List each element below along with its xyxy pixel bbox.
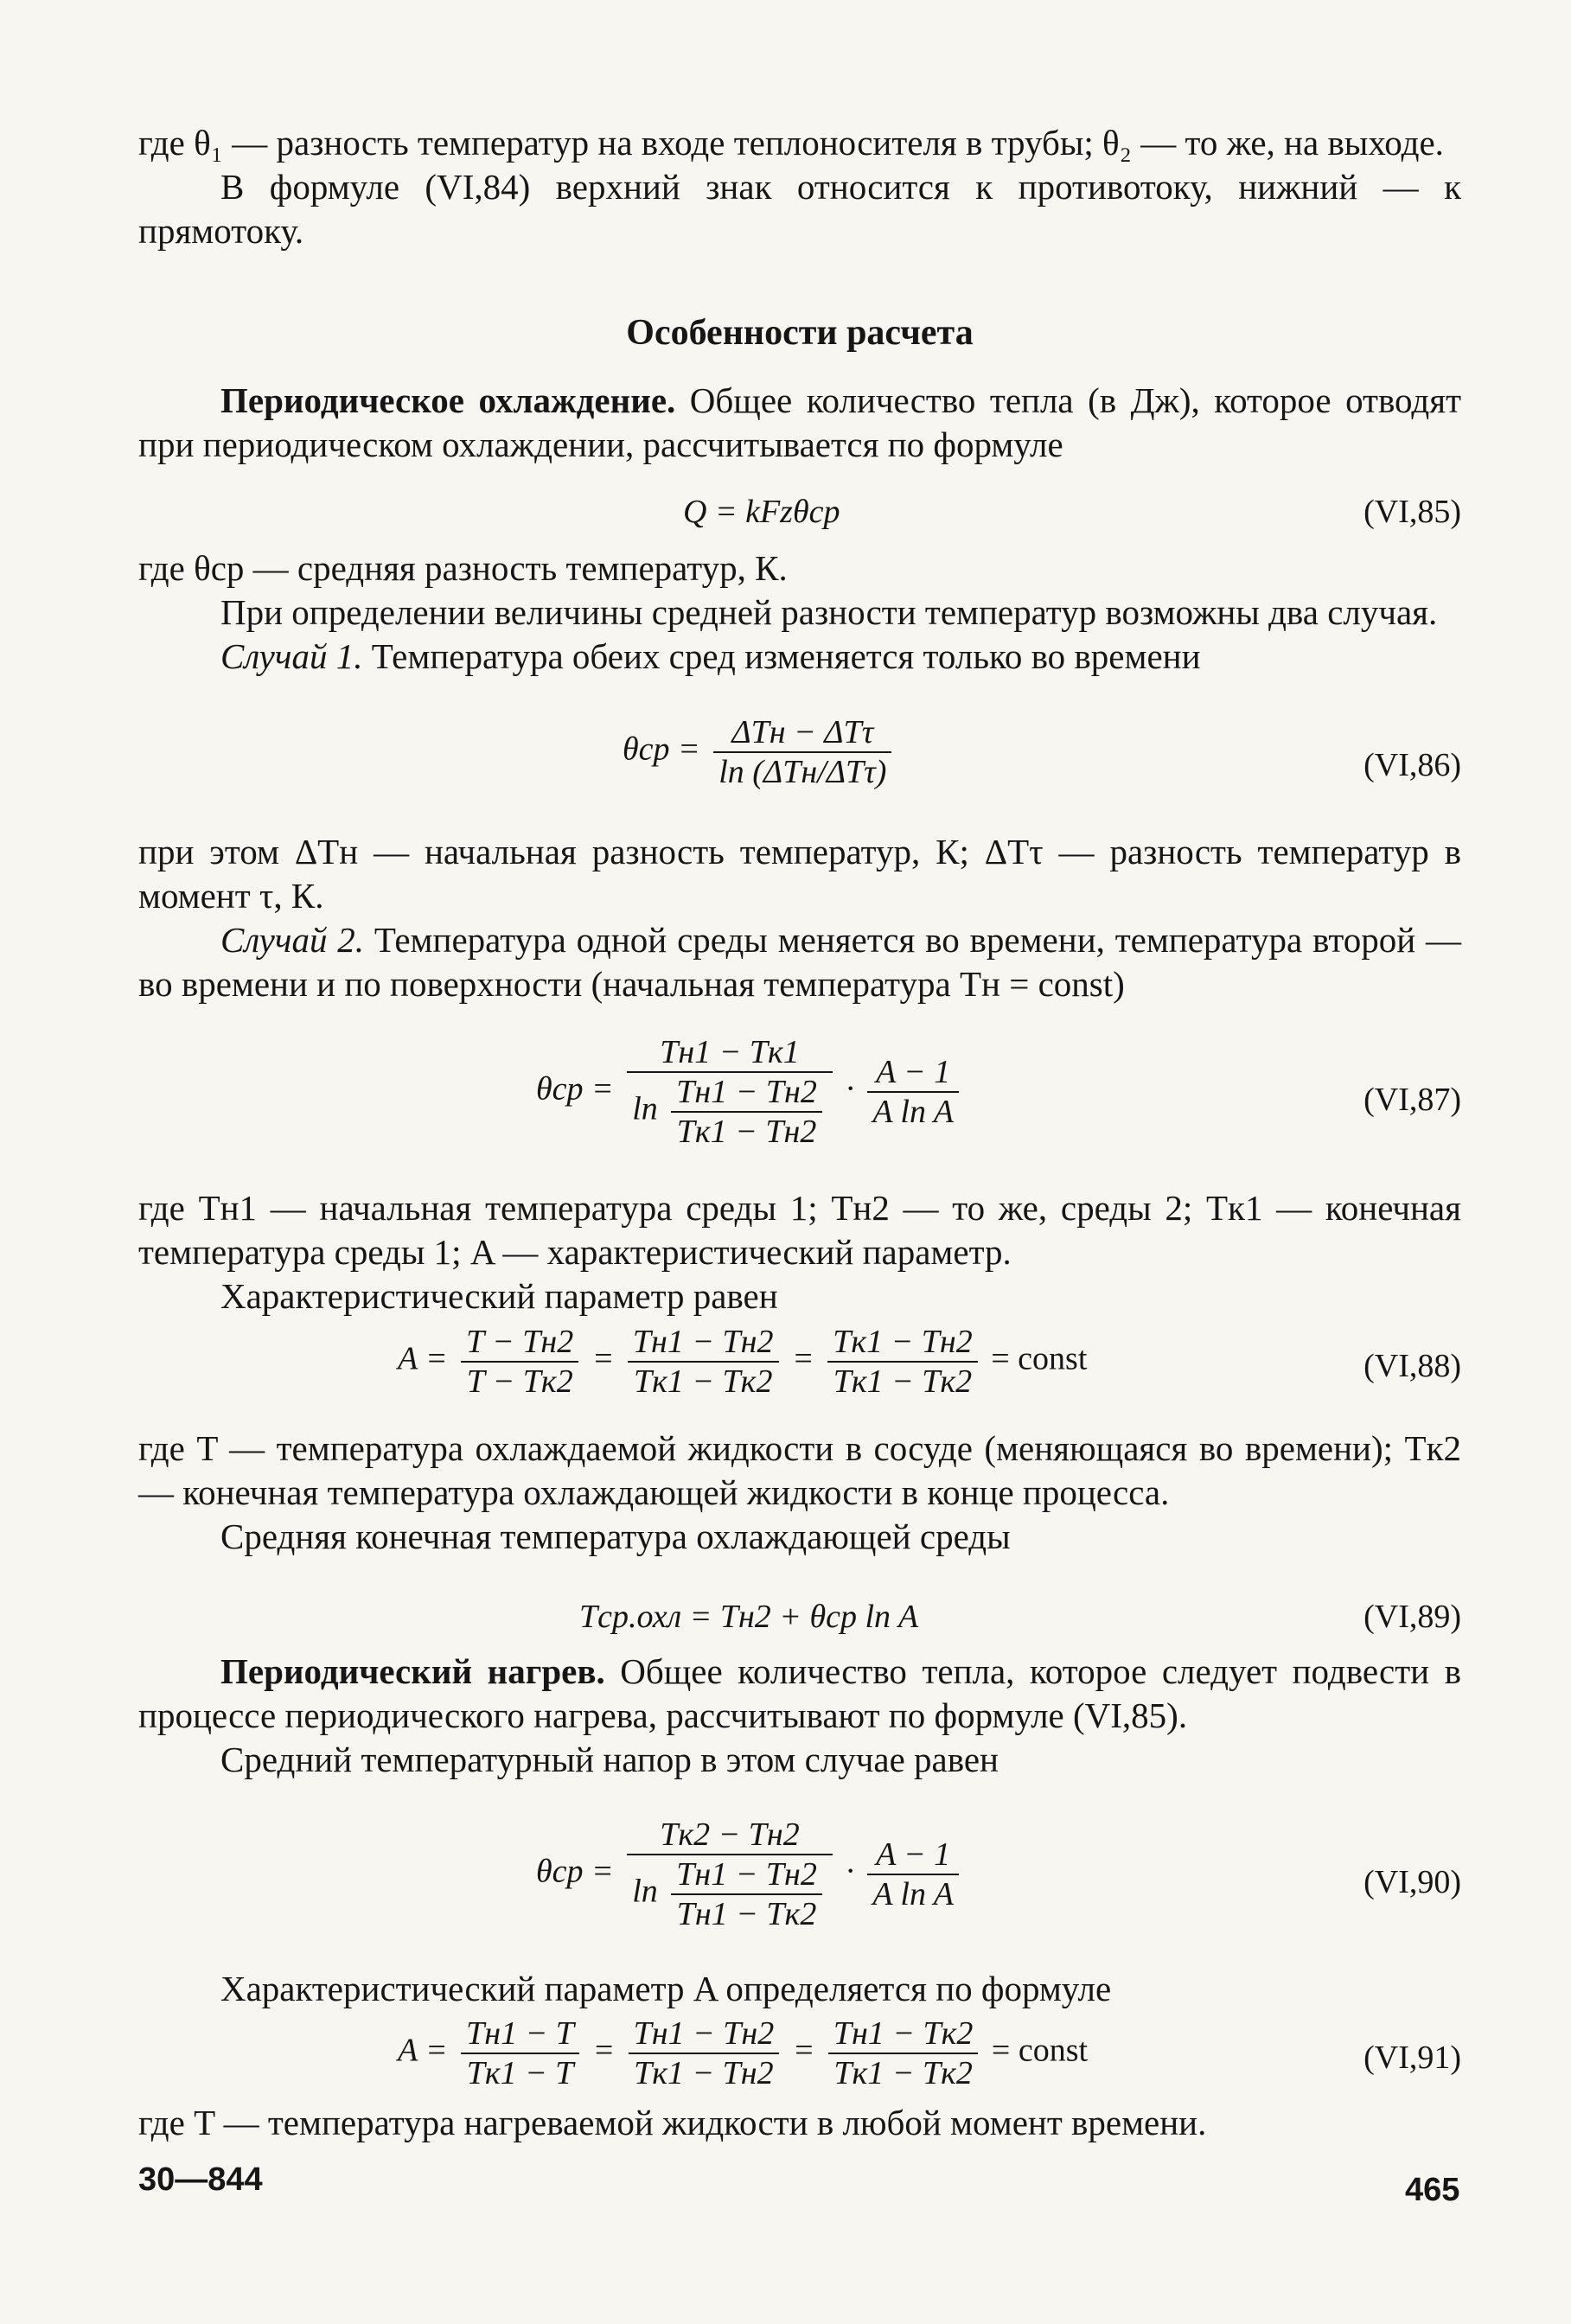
paragraph: В формуле (VI,84) верхний знак относится к противотоку, нижний — к прямотоку. [138, 167, 1461, 251]
paragraph: Характеристический параметр равен [220, 1276, 778, 1316]
denominator: T − Tк2 [466, 1363, 573, 1400]
paragraph [138, 1650, 1461, 1738]
denominator: Tк1 − Tн2 [634, 2055, 774, 2091]
multiplier-fraction [867, 1053, 959, 1131]
equation-lhs: θср = [536, 1070, 614, 1108]
fraction [627, 1816, 833, 1933]
equation-number: (VI,89) [1363, 1599, 1461, 1635]
numerator: T − Tн2 [461, 1323, 578, 1363]
paragraph: где θ₁ — разность температур на входе теплоносителя в трубы; θ₂ — то же, на выходе. [138, 123, 1444, 163]
fraction-3 [828, 2014, 979, 2092]
paragraph: При определении величины средней разности температур возможны два случая. [220, 592, 1438, 632]
paragraph [138, 379, 1461, 467]
text-block-8 [138, 1967, 1461, 2011]
paragraph [138, 918, 1461, 1006]
text-block-2 [138, 379, 1461, 467]
numerator: Tн1 − Tн2 [629, 2014, 780, 2054]
paragraph: при этом ΔTн — начальная разность температур, К; ΔTτ — разность температур в момент τ, К. [138, 832, 1461, 916]
text-block-4 [138, 830, 1461, 1006]
fraction-2 [629, 2014, 780, 2092]
equation-lhs: θср = [623, 731, 700, 768]
inner-numerator: Tн1 − Tн2 [671, 1855, 822, 1895]
equation-number: (VI,88) [1363, 1348, 1461, 1384]
equation-rhs: = const [991, 2032, 1089, 2069]
equation-body: Q = kFzθср [683, 494, 840, 530]
equation-vi91: A = $\frac{Tн1 - T}{Tк1 - T}$ = $\frac{Tн1 - Tн2}{Tк1 - Tн2}$ = $\frac{Tн1 - Tк2}{Tк1 - Tк2}$ = const (VI,91) [398, 2015, 1461, 2091]
fraction [713, 713, 891, 791]
text-block-1 [138, 121, 1461, 253]
numerator: Tн1 − Tк2 [828, 2014, 979, 2054]
numerator: Tк2 − Tн2 [627, 1816, 833, 1855]
denominator: Tк1 − Tк2 [633, 1363, 773, 1400]
paragraph-text: Общее количество тепла (в Дж), которое отводят при периодическом охлаждении, рассчитывается по формуле [138, 380, 1461, 464]
text-block-6 [138, 1427, 1461, 1559]
text-block-7 [138, 1650, 1461, 1782]
paragraph-text: Температура одной среды меняется во времени, температура второй — во времени и по поверхности (начальная температура Tн = const) [138, 920, 1461, 1004]
ln-label: ln [632, 1090, 658, 1127]
text-block-9 [138, 2101, 1461, 2145]
fraction [627, 1033, 833, 1151]
equation-vi87: θср = Tн1 − Tк1 ln $\frac{Tн1 - Tн2}{Tк1 - Tн2}$ · $\frac{A - 1}{\text{A ln A}}$ (VI,87) [536, 1034, 1461, 1150]
section-heading-wrap [138, 311, 1461, 355]
equation-vi89 [138, 1598, 1461, 1636]
equation-number: (VI,85) [1363, 494, 1461, 530]
equation-lhs: A = [398, 1340, 448, 1377]
paragraph: где θср — средняя разность температур, К. [138, 548, 788, 588]
paragraph: где T — температура нагреваемой жидкости в любой момент времени. [138, 2103, 1207, 2142]
numerator: Tн1 − T [461, 2014, 579, 2054]
paragraph-text: Температура обеих сред изменяется только во времени [362, 636, 1201, 676]
numerator: A − 1 [867, 1053, 959, 1093]
paragraph [138, 635, 1461, 679]
ln-label: ln [632, 1873, 658, 1910]
fraction-1 [461, 2014, 579, 2092]
fraction-3 [827, 1323, 978, 1401]
case-label: Случай 1. [220, 636, 363, 676]
inner-numerator: Tн1 − Tн2 [671, 1073, 822, 1113]
numerator: ΔTн − ΔTτ [713, 713, 891, 753]
equation-number: (VI,90) [1363, 1864, 1461, 1900]
term: Периодическое охлаждение. [220, 380, 676, 420]
inner-denominator: Tн1 − Tк2 [676, 1896, 817, 1932]
denominator: Tк1 − Tк2 [833, 2055, 973, 2091]
equation-vi85 [138, 493, 1461, 531]
paragraph-text: Общее количество тепла, которое следует подвести в процессе периодического нагрева, рассчитывают по формуле (VI,85). [138, 1651, 1461, 1735]
numerator: Tк1 − Tн2 [827, 1323, 978, 1363]
case-label: Случай 2. [220, 920, 365, 960]
inner-denominator: Tк1 − Tн2 [676, 1114, 817, 1150]
denominator: Tк1 − Tк2 [833, 1363, 973, 1400]
denominator: ln (ΔTн/ΔTτ) [718, 754, 887, 790]
fraction-1 [461, 1323, 578, 1401]
denominator: A ln A [872, 1094, 954, 1130]
denominator: Tк1 − T [466, 2055, 574, 2091]
denominator [627, 1073, 833, 1151]
equation-body: Tср.охл = Tн2 + θср ln A [579, 1599, 919, 1635]
equation-vi86 [138, 713, 1461, 808]
equation-lhs: A = [398, 2032, 448, 2069]
inner-fraction [671, 1855, 822, 1933]
equation-lhs: θср = [536, 1853, 614, 1890]
equation-vi90: θср = Tк2 − Tн2 ln $\frac{Tн1 - Tн2}{Tн1 - Tк2}$ · $\frac{A - 1}{\text{A ln A}}$ (VI,90) [536, 1816, 1461, 1932]
text-block-5 [138, 1186, 1461, 1318]
paragraph: Характеристический параметр A определяется по формуле [220, 1969, 1112, 2008]
equation-rhs: = const [991, 1340, 1088, 1377]
inner-fraction [671, 1073, 822, 1151]
signature-mark: 30—844 [138, 2161, 263, 2198]
denominator: A ln A [872, 1876, 954, 1912]
numerator: Tн1 − Tн2 [628, 1323, 779, 1363]
term: Периодический нагрев. [220, 1651, 605, 1691]
equation-number: (VI,87) [1363, 1082, 1461, 1118]
fraction-2 [628, 1323, 779, 1401]
paragraph: Средний температурный напор в этом случае равен [220, 1740, 999, 1779]
text-block-3 [138, 546, 1461, 679]
equation-vi88: A = $\frac{T - Tн2}{T - Tк2}$ = $\frac{Tн1 - Tн2}{Tк1 - Tк2}$ = $\frac{Tк1 - Tн2}{Tк1 - Tк2}$ = const (VI,88) [398, 1324, 1461, 1400]
denominator [627, 1855, 833, 1933]
equation-number: (VI,91) [1363, 2040, 1461, 2076]
paragraph: где Tн1 — начальная температура среды 1; Tн2 — то же, среды 2; Tк1 — конечная температура среды 1; A — характеристический параметр. [138, 1188, 1461, 1272]
multiplier-fraction [867, 1836, 959, 1913]
paragraph: Средняя конечная температура охлаждающей среды [220, 1516, 1011, 1556]
numerator: A − 1 [867, 1836, 959, 1875]
page-number: 465 [1405, 2172, 1460, 2208]
paragraph: где T — температура охлаждаемой жидкости в сосуде (меняющаяся во времени); Tк2 — конечная температура охлаждающей жидкости в конце процесса. [138, 1428, 1461, 1512]
equation-number: (VI,86) [1363, 747, 1461, 783]
numerator: Tн1 − Tк1 [627, 1033, 833, 1073]
section-heading: Особенности расчета [626, 313, 974, 353]
